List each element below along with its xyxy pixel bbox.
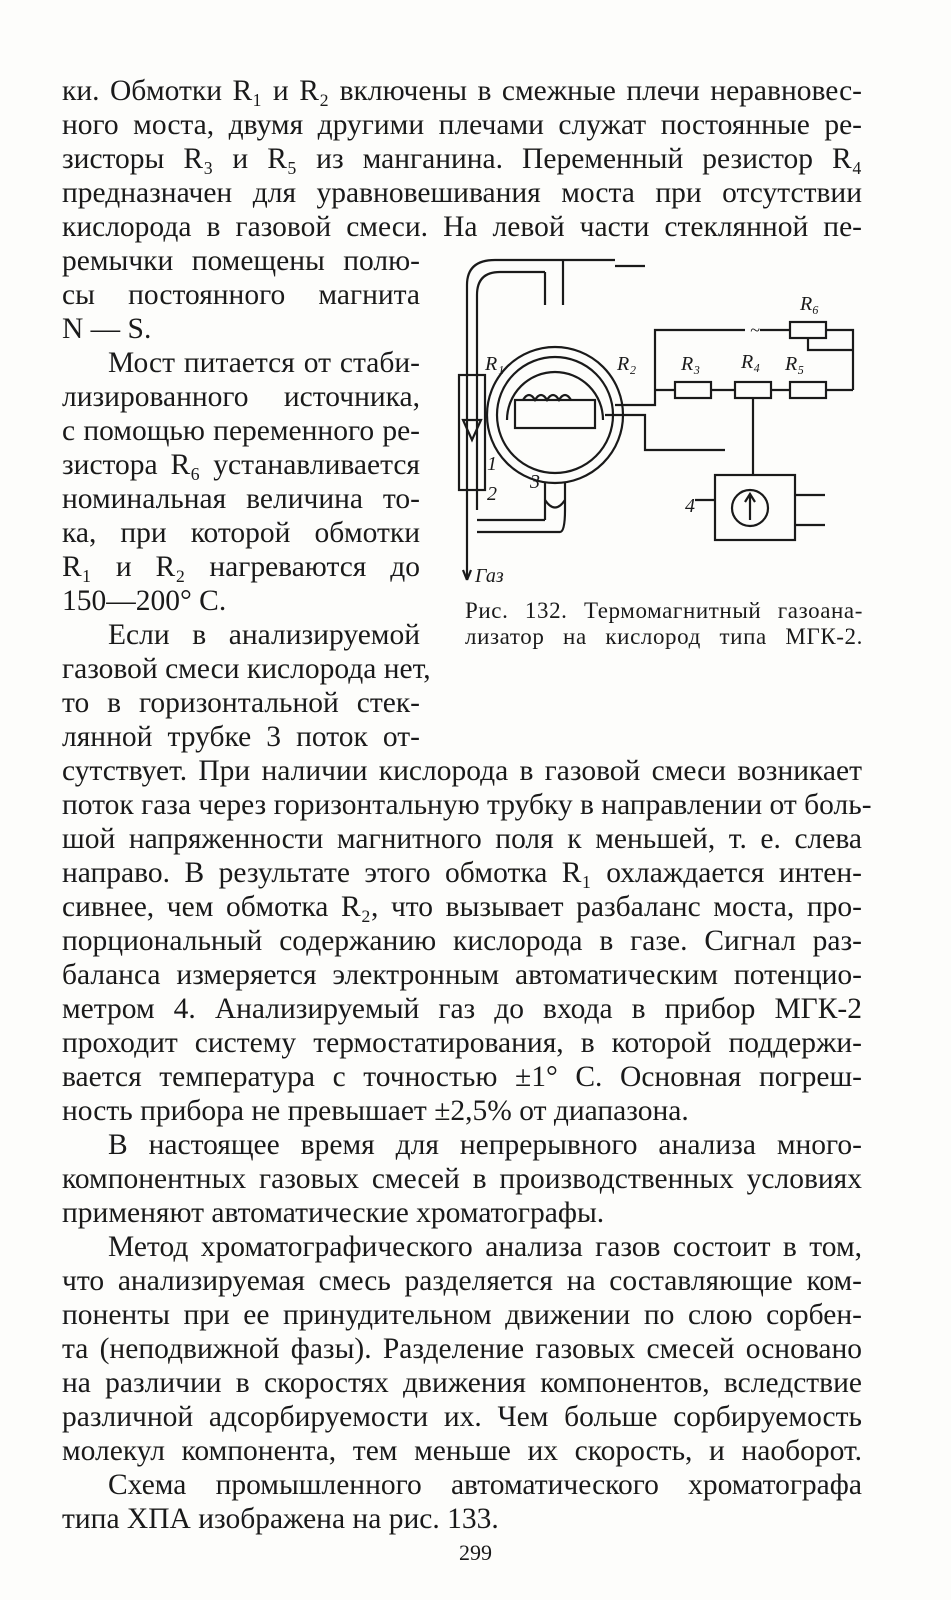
text-line: Метод хроматографического анализа газов состоит в том, xyxy=(108,1231,862,1263)
text-line: поток газа через горизонтальную трубку в направлении от боль- xyxy=(62,789,872,821)
text-line: метром 4. Анализируемый газ до входа в прибор МГК-2 xyxy=(62,993,862,1025)
text-line: Схема промышленного автоматического хроматографа xyxy=(108,1469,862,1501)
text-line: ность прибора не превышает ±2,5% от диапазона. xyxy=(62,1095,689,1127)
text-line: газовой смеси кислорода нет, xyxy=(62,653,431,685)
text-line: порциональный содержанию кислорода в газе. Сигнал раз- xyxy=(62,925,862,957)
text-line: кислорода в газовой смеси. На левой части стеклянной пе- xyxy=(62,211,862,243)
text-line: та (неподвижной фазы). Разделение газовых смесей основано xyxy=(62,1333,862,1365)
text-line: ремычки помещены полю- xyxy=(62,245,420,277)
text-line: зистора R₆ устанавливается xyxy=(62,449,420,481)
text-line: применяют автоматические хроматографы. xyxy=(62,1197,605,1229)
label-gas: Газ xyxy=(475,565,504,587)
text-line: сы постоянного магнита xyxy=(62,279,420,311)
text-line: N — S. xyxy=(62,313,152,345)
text-line: различной адсорбируемости их. Чем больше сорбируемость xyxy=(62,1401,862,1433)
label-r1: R₁ xyxy=(485,353,505,375)
figure-caption: Рис. 132. Термомагнитный газоана- xyxy=(465,598,863,623)
text-line: В настоящее время для непрерывного анализа много- xyxy=(108,1129,862,1161)
label-2: 2 xyxy=(487,483,497,505)
text-line: 150—200° С. xyxy=(62,585,227,617)
text-line: Мост питается от стаби- xyxy=(108,347,420,379)
label-r4: R₄ xyxy=(741,351,761,373)
page-number: 299 xyxy=(459,1540,492,1565)
text-line: сутствует. При наличии кислорода в газовой смеси возникает xyxy=(62,755,862,787)
text-line: R₁ и R₂ нагреваются до xyxy=(62,551,420,583)
text-line: лизированного источника, xyxy=(62,381,420,413)
text-line: сивнее, чем обмотка R₂, что вызывает разбаланс моста, про- xyxy=(62,891,862,923)
text-line: лянной трубке 3 поток от- xyxy=(62,721,420,753)
label-ac: ~ xyxy=(750,320,760,340)
text-line: ки. Обмотки R₁ и R₂ включены в смежные плечи неравновес- xyxy=(62,75,862,107)
figure-caption: лизатор на кислород типа МГК-2. xyxy=(465,624,863,649)
text-line: ного моста, двумя другими плечами служат постоянные ре- xyxy=(62,109,862,141)
label-4: 4 xyxy=(685,495,695,517)
text-line: поненты при ее принудительном движении по слою сорбен- xyxy=(62,1299,862,1331)
label-1: 1 xyxy=(487,453,497,475)
label-r2: R₂ xyxy=(617,353,637,375)
text-line: что анализируемая смесь разделяется на составляющие ком- xyxy=(62,1265,862,1297)
text-line: шой напряженности магнитного поля к меньшей, т. е. слева xyxy=(62,823,862,855)
text-line: зисторы R₃ и R₅ из манганина. Переменный резистор R₄ xyxy=(62,143,862,175)
gas-analyzer-schematic xyxy=(445,250,865,595)
text-line: ка, при которой обмотки xyxy=(62,517,420,549)
label-r5: R₅ xyxy=(785,353,805,375)
text-line: баланса измеряется электронным автоматическим потенцио- xyxy=(62,959,862,991)
text-line: молекул компонента, тем меньше их скорость, и наоборот. xyxy=(62,1435,862,1467)
label-r6: R₆ xyxy=(800,293,820,315)
text-line: с помощью переменного ре- xyxy=(62,415,420,447)
label-3: 3 xyxy=(530,471,540,493)
text-line: Если в анализируемой xyxy=(108,619,420,651)
text-line: направо. В результате этого обмотка R₁ охлаждается интен- xyxy=(62,857,862,889)
text-line: вается температура с точностью ±1° С. Основная погреш- xyxy=(62,1061,862,1093)
text-line: то в горизонтальной стек- xyxy=(62,687,420,719)
text-line: номинальная величина то- xyxy=(62,483,420,515)
text-line: компонентных газовых смесей в производственных условиях xyxy=(62,1163,862,1195)
text-line: на различии в скоростях движения компонентов, вследствие xyxy=(62,1367,862,1399)
label-r3: R₃ xyxy=(681,353,701,375)
text-line: проходит систему термостатирования, в которой поддержи- xyxy=(62,1027,862,1059)
text-line: типа ХПА изображена на рис. 133. xyxy=(62,1503,499,1535)
text-line: предназначен для уравновешивания моста при отсутствии xyxy=(62,177,862,209)
